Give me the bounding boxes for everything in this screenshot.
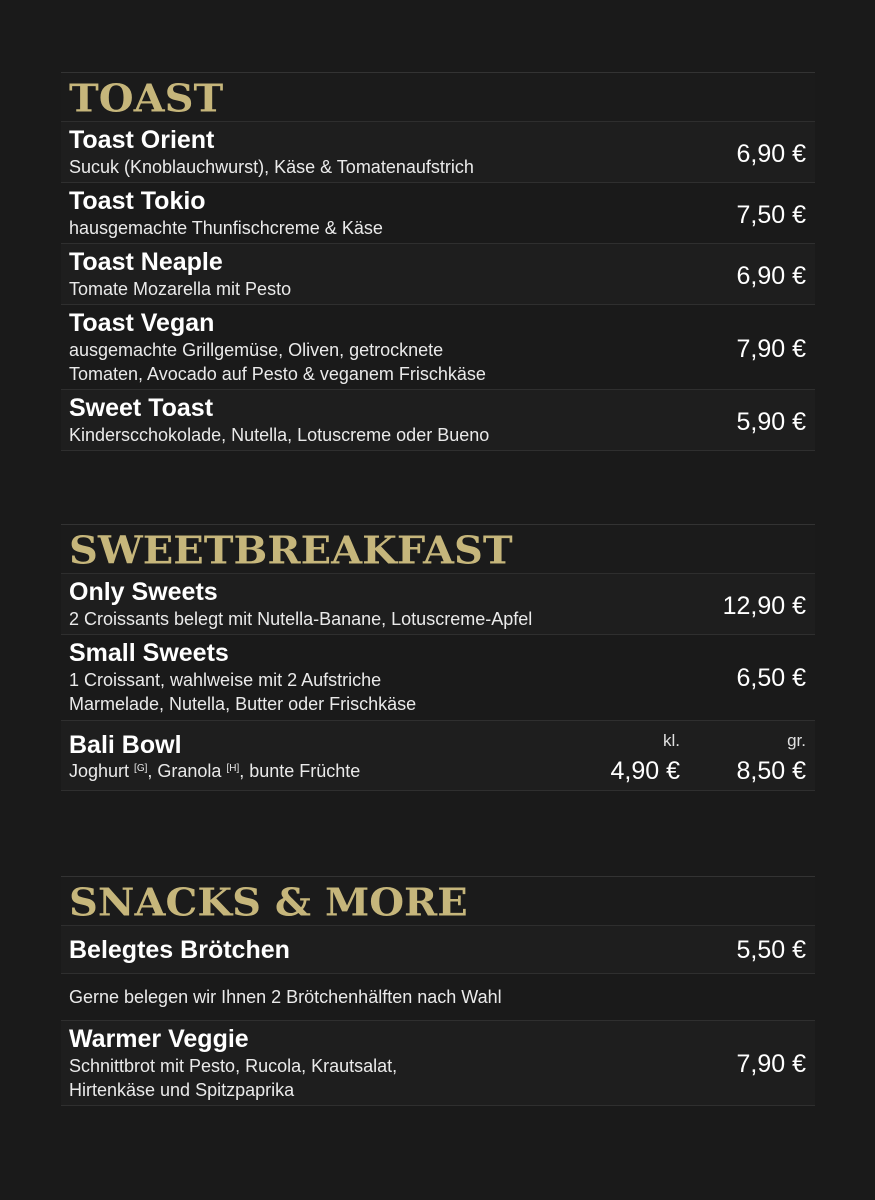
menu-item bbox=[61, 635, 815, 721]
item-description: Kinderscchokolade, Nutella, Lotuscreme oder Bueno bbox=[69, 425, 490, 445]
size-label-large: gr. bbox=[787, 731, 806, 750]
item-description bbox=[69, 338, 609, 386]
section-header bbox=[61, 876, 815, 926]
size-label-small: kl. bbox=[663, 731, 680, 750]
section-header bbox=[61, 524, 815, 574]
item-description: Tomate Mozarella mit Pesto bbox=[69, 279, 292, 299]
item-name: Warmer Veggie bbox=[69, 1025, 249, 1053]
item-description: hausgemachte Thunfischcreme & Käse bbox=[69, 218, 383, 238]
item-price-large: 8,50 € bbox=[736, 757, 806, 785]
item-name: Sweet Toast bbox=[69, 394, 214, 422]
item-description-line: Tomaten, Avocado auf Pesto & veganem Frischkäse bbox=[69, 364, 486, 384]
menu-item bbox=[61, 721, 815, 791]
section-title: TOAST bbox=[69, 76, 224, 121]
menu-item bbox=[61, 183, 815, 244]
item-description: 2 Croissants belegt mit Nutella-Banane, Lotuscreme-Apfel bbox=[69, 609, 533, 629]
menu-item bbox=[61, 122, 815, 183]
item-price: 12,90 € bbox=[722, 592, 806, 620]
item-description-line: 1 Croissant, wahlweise mit 2 Aufstriche bbox=[69, 670, 382, 690]
item-description-line: ausgemachte Grillgemüse, Oliven, getrocknete bbox=[69, 340, 444, 360]
item-name: Bali Bowl bbox=[69, 731, 182, 759]
section-title: SWEETBREAKFAST bbox=[69, 528, 513, 573]
section-toast bbox=[61, 72, 815, 451]
menu-item bbox=[61, 1021, 815, 1106]
item-name: Toast Tokio bbox=[69, 187, 206, 215]
menu-note bbox=[61, 974, 815, 1021]
item-price: 5,90 € bbox=[736, 408, 806, 436]
item-price: 6,90 € bbox=[736, 140, 806, 168]
item-description bbox=[69, 759, 609, 783]
item-description-line: Hirtenkäse und Spitzpaprika bbox=[69, 1080, 295, 1100]
item-name: Toast Orient bbox=[69, 126, 215, 154]
item-description bbox=[69, 668, 609, 716]
section-header bbox=[61, 72, 815, 122]
menu-item bbox=[61, 926, 815, 974]
item-name: Only Sweets bbox=[69, 578, 218, 606]
item-price: 7,90 € bbox=[736, 1050, 806, 1078]
desc-part: , bunte Früchte bbox=[239, 761, 361, 781]
note-text: Gerne belegen wir Ihnen 2 Brötchenhälften nach Wahl bbox=[69, 987, 502, 1007]
section-sweetbreakfast bbox=[61, 524, 815, 791]
item-name: Small Sweets bbox=[69, 639, 229, 667]
item-price: 5,50 € bbox=[736, 936, 806, 964]
item-name: Toast Vegan bbox=[69, 309, 215, 337]
section-snacks bbox=[61, 876, 815, 1106]
item-price: 7,90 € bbox=[736, 335, 806, 363]
allergen-marker: [G] bbox=[134, 763, 148, 774]
item-description: Sucuk (Knoblauchwurst), Käse & Tomatenaufstrich bbox=[69, 157, 474, 177]
item-description-line: Marmelade, Nutella, Butter oder Frischkäse bbox=[69, 694, 417, 714]
menu-item bbox=[61, 244, 815, 305]
menu-item bbox=[61, 390, 815, 451]
item-price: 6,50 € bbox=[736, 664, 806, 692]
item-name: Toast Neaple bbox=[69, 248, 223, 276]
item-price: 6,90 € bbox=[736, 262, 806, 290]
menu-item bbox=[61, 574, 815, 635]
item-description-line: Schnittbrot mit Pesto, Rucola, Krautsalat, bbox=[69, 1056, 398, 1076]
item-price-small: 4,90 € bbox=[610, 757, 680, 785]
menu-item bbox=[61, 305, 815, 390]
section-title: SNACKS & MORE bbox=[69, 880, 468, 925]
item-description bbox=[69, 1054, 609, 1102]
allergen-marker: [H] bbox=[226, 763, 240, 774]
item-name: Belegtes Brötchen bbox=[69, 936, 290, 964]
desc-part: , Granola bbox=[147, 761, 227, 781]
item-price: 7,50 € bbox=[736, 201, 806, 229]
desc-part: Joghurt bbox=[69, 761, 135, 781]
